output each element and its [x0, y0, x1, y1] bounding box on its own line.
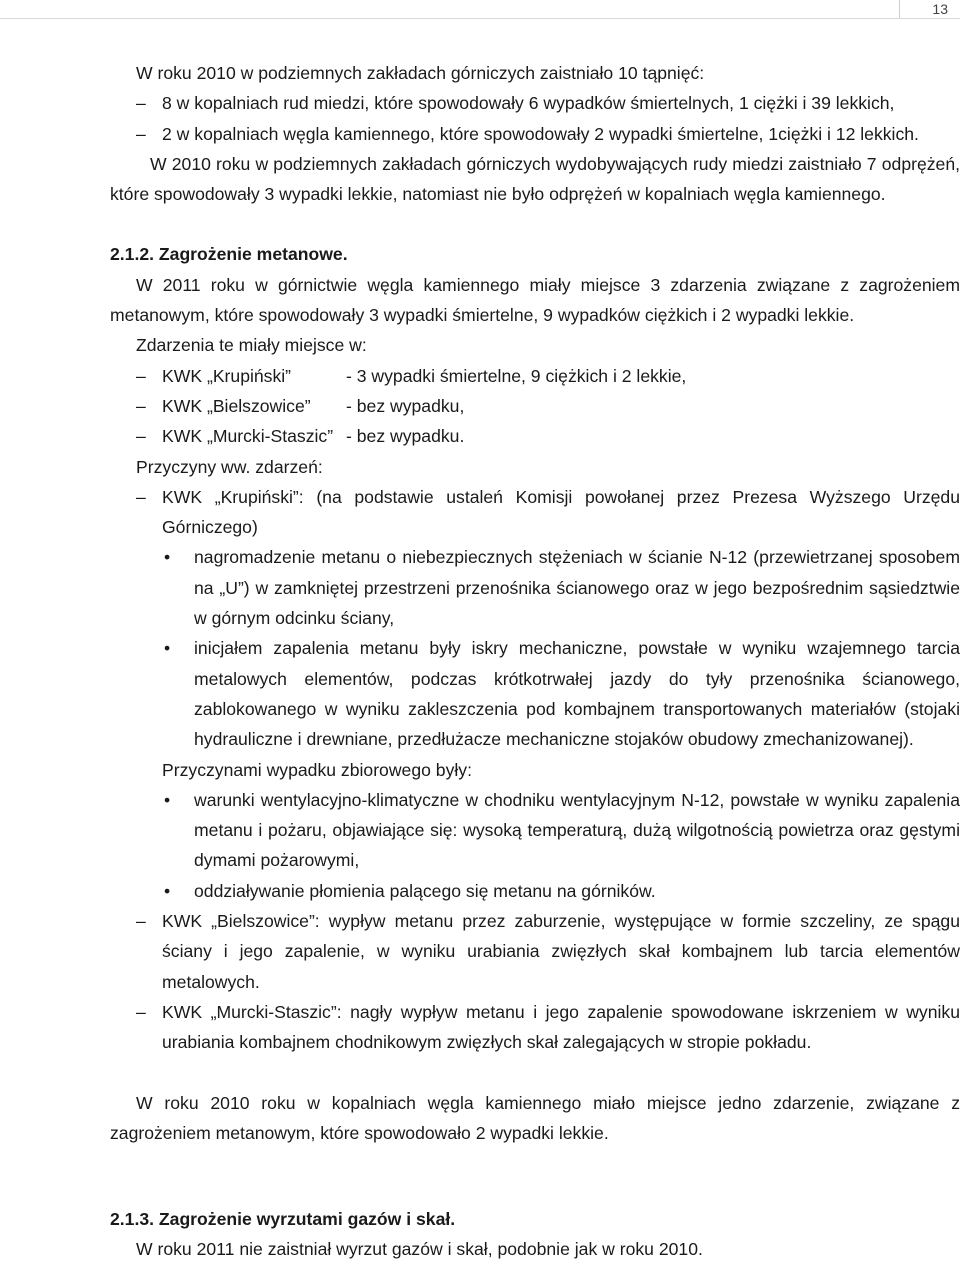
dash-icon: –: [136, 1001, 146, 1022]
mine-result: - bez wypadku,: [346, 395, 465, 416]
section-212-paragraph: [110, 270, 960, 331]
mine-name: KWK „Murcki-Staszic”: [162, 426, 334, 447]
bullet-icon: •: [164, 547, 171, 568]
mine-result: - 3 wypadki śmiertelne, 9 ciężkich i 2 lekkie,: [346, 365, 687, 386]
list-item: [110, 542, 960, 633]
mine-row: [110, 421, 960, 451]
list-item: [110, 876, 960, 906]
closing-paragraph-text: W roku 2010 roku w kopalniach węgla kamiennego miało miejsce jedno zdarzenie, związane z zagrożeniem metanowym, które spowodowało 2 wypadki lekkie.: [110, 1092, 960, 1143]
section-213-paragraph: W roku 2011 nie zaistniał wyrzut gazów i skał, podobnie jak w roku 2010.: [136, 1239, 703, 1260]
cause-bielszowice-text: KWK „Bielszowice”: wypływ metanu przez zaburzenie, występujące w formie szczeliny, ze spągu ściany i jego zapalenie, w wyniku urabiania zwięzłych skał kombajnem lub tarcia elementów metalowych.: [162, 911, 960, 992]
list-item: [110, 119, 960, 149]
events-intro: Zdarzenia te miały miejsce w:: [136, 335, 367, 356]
page-number: 13: [932, 1, 948, 17]
dash-icon: –: [136, 426, 146, 447]
document-body: [110, 58, 960, 1265]
intro-line: W roku 2010 w podziemnych zakładach górniczych zaistniało 10 tąpnięć:: [136, 63, 705, 83]
intro-item-2: 2 w kopalniach węgla kamiennego, które spowodowały 2 wypadki śmiertelne, 1ciężki i 12 lekkich.: [162, 123, 919, 144]
cause-murcki: [110, 997, 960, 1058]
section-212-paragraph-text: W 2011 roku w górnictwie węgla kamiennego miały miejsce 3 zdarzenia związane z zagrożeniem metanowym, które spowodowały 3 wypadki śmiertelne, 9 wypadków ciężkich i 2 wypadki lekkie.: [110, 274, 960, 326]
dash-icon: –: [136, 486, 146, 507]
dash-icon: –: [136, 93, 146, 114]
cause-krupinski-text: KWK „Krupiński”: (na podstawie ustaleń Komisji powołanej przez Prezesa Wyższego Urzędu Górniczego): [162, 486, 960, 538]
mine-result: - bez wypadku.: [346, 426, 465, 447]
dash-icon: –: [136, 911, 146, 932]
intro-item-1: 8 w kopalniach rud miedzi, które spowodowały 6 wypadków śmiertelnych, 1 ciężki i 39 lekkich,: [162, 93, 895, 114]
group-accident-intro: Przyczynami wypadku zbiorowego były:: [162, 759, 472, 780]
bullet-icon: •: [164, 880, 171, 901]
spacer: [110, 1058, 960, 1088]
cause-bielszowice: [110, 906, 960, 997]
mine-name: KWK „Krupiński”: [162, 365, 292, 386]
cause-krupinski: [110, 482, 960, 543]
krupinski-bullet-1: nagromadzenie metanu o niebezpiecznych stężeniach w ścianie N-12 (przewietrzanej sposobem na „U”) w zamkniętej przestrzeni przenośnika ścianowego oraz w jego bezpośrednim sąsiedztwie w górnym odcinku ściany,: [194, 547, 960, 629]
group-bullet-1: warunki wentylacyjno-klimatyczne w chodniku wentylacyjnym N-12, powstałe w wyniku zapalenia metanu i pożaru, objawiające się: wysoką temperaturą, dużą wilgotnością powietrza oraz gęstymi dymami pożarowymi,: [194, 789, 960, 871]
page-header: [0, 0, 960, 19]
group-bullet-2: oddziaływanie płomienia palącego się metanu na górników.: [194, 880, 656, 901]
mine-name: KWK „Bielszowice”: [162, 395, 311, 416]
intro-paragraph: [110, 149, 960, 210]
mine-row: [110, 391, 960, 421]
bullet-icon: •: [164, 789, 171, 810]
section-heading-212: 2.1.2. Zagrożenie metanowe.: [110, 244, 348, 265]
causes-intro: Przyczyny ww. zdarzeń:: [136, 456, 323, 477]
list-item: [110, 785, 960, 876]
dash-icon: –: [136, 365, 146, 386]
list-item: [110, 88, 960, 118]
dash-icon: –: [136, 123, 146, 144]
cause-murcki-text: KWK „Murcki-Staszic”: nagły wypływ metanu i jego zapalenie spowodowane iskrzeniem w wyniku urabiania kombajnem chodnikowym zwięzłych skał zalegających w stropie pokładu.: [162, 1001, 960, 1053]
section-heading-213: 2.1.3. Zagrożenie wyrzutami gazów i skał.: [110, 1209, 456, 1230]
closing-paragraph: [110, 1088, 960, 1149]
header-divider: [899, 0, 900, 18]
list-item: [110, 633, 960, 754]
krupinski-bullet-2: inicjałem zapalenia metanu były iskry mechaniczne, powstałe w wyniku wzajemnego tarcia metalowych elementów, podczas krótkotrwałej jazdy do tyły przenośnika ścianowego, zablokowanego w wyniku zakleszczenia pod kombajnem transportowanych materiałów (stojaki hydrauliczne i drewniane, przedłużacze mechaniczne stojaków obudowy zmechanizowanej).: [194, 638, 960, 750]
intro-paragraph-text: W 2010 roku w podziemnych zakładach górniczych wydobywających rudy miedzi zaistniało 7 odprężeń, które spowodowały 3 wypadki lekkie, natomiast nie było odprężeń w kopalniach węgla kamiennego.: [110, 153, 960, 205]
bullet-icon: •: [164, 638, 171, 659]
mine-row: [110, 361, 960, 391]
dash-icon: –: [136, 395, 146, 416]
